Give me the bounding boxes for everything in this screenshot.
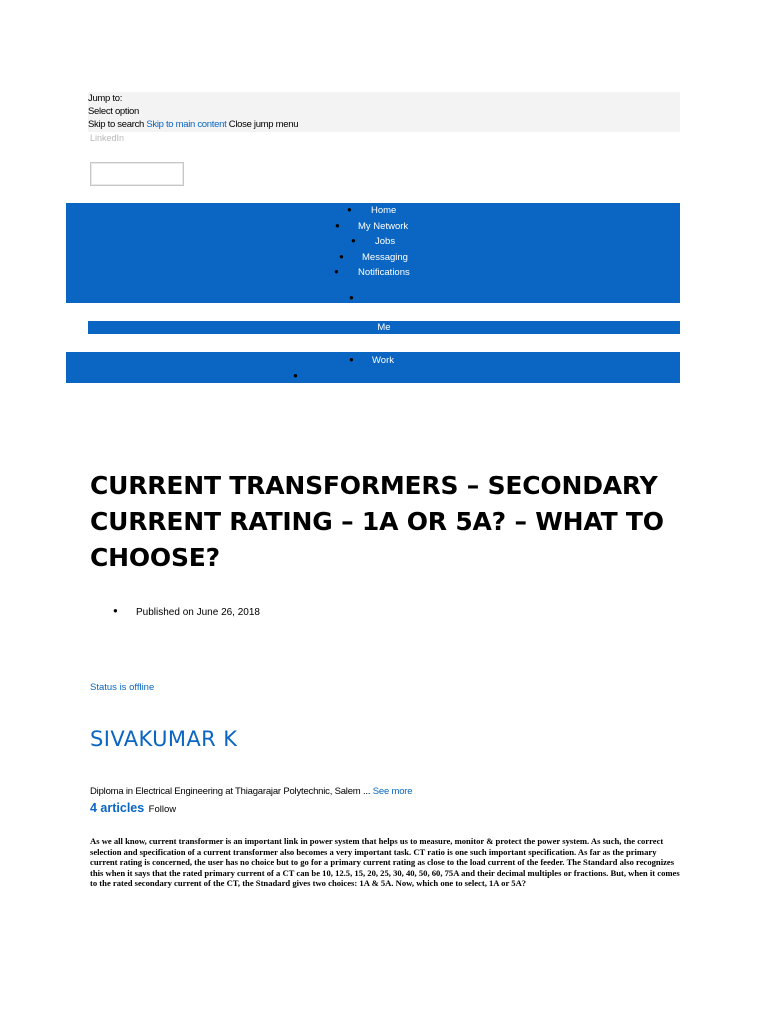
- article-title: CURRENT TRANSFORMERS – SECONDARY CURRENT RATING – 1A OR 5A? – WHAT TO CHOOSE?: [90, 471, 664, 572]
- skip-to-search-link[interactable]: Skip to search: [88, 119, 144, 130]
- author-articles: [90, 799, 176, 817]
- nav-item-my-network-label: My Network: [358, 220, 409, 232]
- work-nav: ● Work ●: [66, 352, 680, 383]
- select-option[interactable]: Select option: [88, 106, 140, 117]
- nav-item-home-label: Home: [371, 205, 397, 216]
- nav-item-work[interactable]: Work: [372, 355, 394, 366]
- nav-item-my-network[interactable]: ● My Network: [335, 220, 409, 232]
- search-input[interactable]: [90, 162, 184, 186]
- nav-item-messaging[interactable]: ● Messaging: [339, 251, 408, 263]
- work-sub-bullet: ●: [293, 371, 298, 380]
- nav-item-home[interactable]: ● Home: [347, 205, 397, 216]
- nav-empty-bullet: ●: [349, 293, 354, 302]
- primary-nav: [66, 203, 680, 303]
- author-headline: [90, 786, 412, 797]
- author-status: Status is offline: [90, 682, 155, 693]
- see-more-link[interactable]: See more: [372, 786, 413, 797]
- author-name[interactable]: SIVAKUMAR K: [90, 727, 238, 751]
- published-date-text: Published on June 26, 2018: [136, 607, 260, 618]
- jump-links: [88, 118, 680, 131]
- jump-menu: [88, 92, 680, 132]
- articles-count-link[interactable]: 4 articles: [90, 801, 145, 815]
- linkedin-logo-label[interactable]: LinkedIn: [90, 133, 125, 143]
- close-jump-menu-link[interactable]: Close jump menu: [228, 119, 299, 130]
- nav-item-jobs-label: Jobs: [375, 236, 396, 247]
- follow-button[interactable]: Follow: [148, 804, 177, 815]
- jump-menu-heading: Jump to:: [88, 93, 123, 104]
- nav-item-messaging-label: Messaging: [362, 251, 408, 263]
- article-body: As we all know, current transformer is an important link in power system that helps us to measure, monitor & protect the power system. As such, the correct selection and specification of a current transformer also becomes a very important task. CT ratio is one such important specification. As far as the primary current rating is concerned, the user has no choice but to go for a primary current rating as close to the load current of the feeder. The Standard also recognizes this when it says that the rated primary current of a CT can be 10, 12.5, 15, 20, 25, 30, 40, 50, 60, 75A and their decimal multiples or fractions. But, when it comes to the rated secondary current of the CT, the Stnadard gives two choices: 1A & 5A. Now, which one to select, 1A or 5A?: [90, 836, 680, 889]
- nav-item-notifications[interactable]: ● Notifications: [334, 267, 410, 278]
- me-menu-button[interactable]: Me: [88, 321, 680, 334]
- skip-to-main-content-link[interactable]: Skip to main content: [146, 119, 227, 130]
- author-headline-text: Diploma in Electrical Engineering at Thiagarajar Polytechnic, Salem ...: [90, 786, 371, 797]
- nav-item-jobs[interactable]: ● Jobs: [351, 236, 396, 247]
- nav-item-notifications-label: Notifications: [358, 267, 410, 278]
